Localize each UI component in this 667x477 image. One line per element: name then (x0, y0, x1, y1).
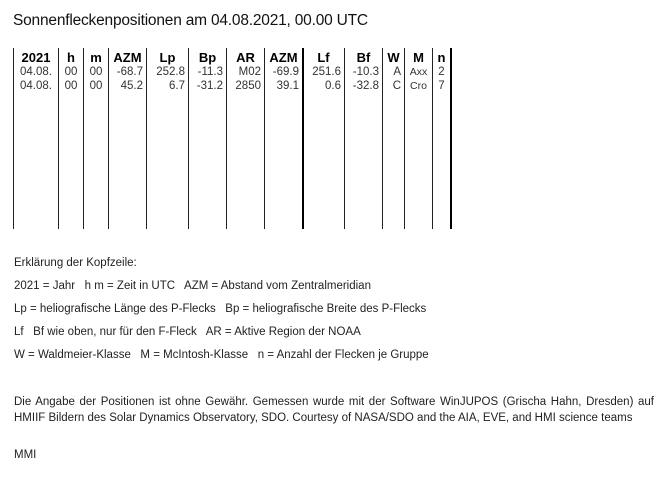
column-divider (450, 48, 452, 229)
page-title: Sonnenfleckenpositionen am 04.08.2021, 00.00 UTC (13, 12, 368, 29)
table-cell: 04.08. (20, 66, 52, 78)
table-cell: Cro (410, 80, 427, 92)
legend-heading: Erklärung der Kopfzeile: (14, 257, 137, 269)
table-cell: 7 (438, 80, 445, 92)
header-year: 2021 (21, 50, 51, 65)
sunspot-table (0, 48, 460, 230)
header-m: M (413, 50, 424, 65)
legend-line: Lf Bf wie oben, nur für den F-Fleck AR = Aktive Region der NOAA (14, 326, 361, 338)
table-cell: -10.3 (352, 66, 379, 78)
table-cell: 2 (438, 66, 445, 78)
table-cell: -32.8 (352, 80, 379, 92)
table-cell: -69.9 (272, 66, 299, 78)
table-cell: 251.6 (312, 66, 341, 78)
signature: MMI (14, 449, 37, 461)
table-cell: 45.2 (120, 80, 143, 92)
table-cell: 04.08. (20, 80, 52, 92)
legend-line: Lp = heliografische Länge des P-Flecks Bp = heliografische Breite des P-Flecks (14, 303, 427, 315)
header-ar: AR (236, 50, 255, 65)
table-cell: 252.8 (156, 66, 185, 78)
header-lf: Lf (317, 50, 330, 65)
table-cell: 00 (89, 66, 103, 78)
table-cell: 39.1 (276, 80, 299, 92)
header-minute: m (90, 50, 102, 65)
header-n: n (437, 50, 446, 65)
table-cell: A (393, 66, 401, 78)
table-cell: 00 (64, 66, 78, 78)
table-cell: -68.7 (116, 66, 143, 78)
header-bf: Bf (356, 50, 371, 65)
table-cell: 00 (64, 80, 78, 92)
disclaimer-text: Die Angabe der Positionen ist ohne Gewähr. Gemessen wurde mit der Software WinJUPOS (Grischa Hahn, Dresden) auf HMIIF Bildern des Solar Dynamics Observatory, SDO. Courtesy of NASA/SDO and the AIA, EVE, and HMI science teams (14, 396, 654, 424)
legend-line: 2021 = Jahr h m = Zeit in UTC AZM = Abstand vom Zentralmeridian (14, 280, 371, 292)
table-cell: 2850 (235, 80, 261, 92)
header-bp: Bp (198, 50, 217, 65)
table-cell: Axx (409, 66, 428, 78)
header-hour: h (67, 50, 75, 65)
legend-line: W = Waldmeier-Klasse M = McIntosh-Klasse n = Anzahl der Flecken je Gruppe (14, 349, 429, 361)
table-cell: 6.7 (169, 80, 185, 92)
table-cell: -11.3 (197, 66, 223, 78)
header-azm-f: AZM (269, 50, 298, 65)
header-lp: Lp (159, 50, 176, 65)
table-cell: -31.2 (196, 80, 223, 92)
header-w: W (387, 50, 400, 65)
table-cell: 00 (89, 80, 103, 92)
table-cell: 0.6 (325, 80, 341, 92)
header-azm-p: AZM (113, 50, 142, 65)
table-cell: C (392, 80, 401, 92)
table-cell: M02 (238, 66, 261, 78)
